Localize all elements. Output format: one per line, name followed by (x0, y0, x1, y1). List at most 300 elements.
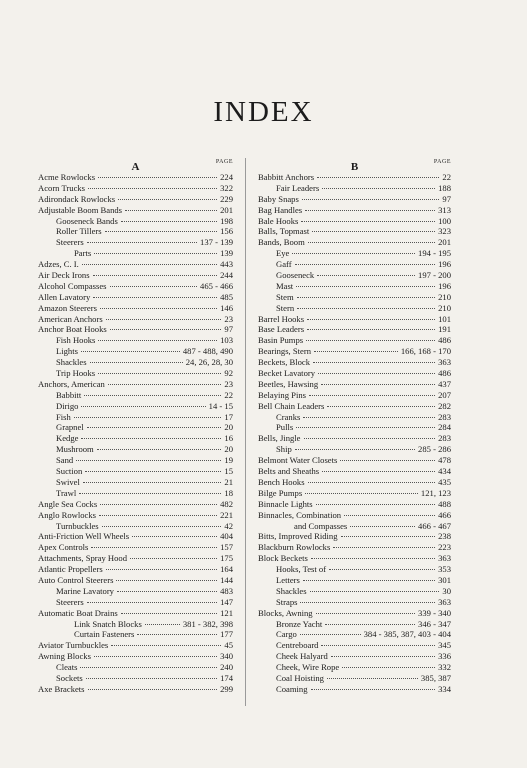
dot-leader (98, 177, 217, 178)
dot-leader (93, 297, 217, 298)
entry-page: 240 (220, 662, 233, 673)
entry-name: Blackburn Rowlocks (258, 542, 331, 553)
index-entry (38, 226, 233, 237)
dot-leader (98, 373, 221, 374)
entry-page: 385, 387 (420, 672, 451, 683)
dot-leader (295, 449, 415, 450)
entry-page: 14 - 15 (208, 400, 233, 411)
index-entry (38, 575, 233, 586)
dot-leader (97, 449, 222, 450)
entry-page: 486 (438, 335, 451, 346)
entry-name: Roller Tillers (56, 226, 102, 237)
dot-leader (307, 329, 435, 330)
dot-leader (313, 362, 435, 363)
entry-name: and Compasses (294, 520, 348, 531)
entry-page: 20 (224, 444, 233, 455)
index-entry (38, 499, 233, 510)
entry-name: Belts and Sheaths (258, 466, 320, 477)
entry-page: 198 (220, 215, 233, 226)
entry-page: 434 (438, 466, 451, 477)
index-entry (38, 477, 233, 488)
entry-page: 100 (438, 215, 451, 226)
dot-leader (304, 438, 436, 439)
index-entry (258, 412, 451, 423)
index-entry (38, 292, 233, 303)
entry-page: 381 - 382, 398 (182, 618, 233, 629)
entry-name: Gooseneck (276, 270, 315, 281)
index-entry (258, 531, 451, 542)
entry-name: Stem (276, 291, 294, 302)
entry-name: Sockets (56, 672, 83, 683)
entry-page: 174 (220, 672, 233, 683)
dot-leader (296, 286, 435, 287)
index-entry (38, 259, 233, 270)
entry-name: Adzes, C. I. (38, 259, 79, 270)
entry-page: 97 (224, 324, 233, 335)
index-entry (38, 488, 233, 499)
index-entry (258, 597, 451, 608)
index-entry (258, 237, 451, 248)
entry-name: Suction (56, 466, 83, 477)
index-entry (38, 510, 233, 521)
entry-page: 18 (224, 487, 233, 498)
dot-leader (82, 264, 217, 265)
dot-leader (90, 362, 183, 363)
entry-page: 196 (438, 259, 451, 270)
entry-name: Babbitt Anchors (258, 172, 315, 182)
index-entry (38, 237, 233, 248)
entry-name: Bronze Yacht (276, 618, 323, 629)
section-header-a (38, 158, 233, 172)
entry-page: 345 (438, 640, 451, 651)
index-entry (258, 281, 451, 292)
index-entry (38, 368, 233, 379)
entry-name: Curtain Fasteners (74, 629, 135, 640)
entry-name: Allen Lavatory (38, 291, 91, 302)
entry-name: American Anchors (38, 313, 103, 324)
dot-leader (333, 547, 435, 548)
index-entry (258, 564, 451, 575)
index-entry (38, 216, 233, 227)
index-entry (38, 324, 233, 335)
entry-name: Fish Hooks (56, 335, 96, 346)
entry-name: Adjustable Boom Bands (38, 204, 123, 215)
entry-page: 164 (220, 564, 233, 575)
section-header-b (258, 158, 451, 172)
entry-page: 19 (224, 455, 233, 466)
entry-name: Steerers (56, 237, 84, 248)
entry-name: Automatic Boat Drains (38, 607, 118, 618)
entry-name: Bilge Pumps (258, 487, 303, 498)
entry-page: 323 (438, 226, 451, 237)
entry-name: Pulls (276, 422, 294, 433)
index-entry (38, 270, 233, 281)
dot-leader (305, 210, 435, 211)
entry-page: 353 (438, 564, 451, 575)
dot-leader (125, 210, 217, 211)
entry-name: Awning Blocks (38, 651, 91, 662)
entry-name: Stern (276, 302, 295, 313)
entry-name: Hooks, Test of (276, 564, 327, 575)
entry-name: Coal Hoisting (276, 672, 324, 683)
entry-name: Belmont Water Closets (258, 455, 338, 466)
entry-page: 175 (220, 553, 233, 564)
dot-leader (87, 242, 197, 243)
index-entry (258, 303, 451, 314)
entry-page: 157 (220, 542, 233, 553)
entry-name: Bag Handles (258, 204, 303, 215)
page-column-label: PAGE (215, 159, 233, 165)
entry-name: Fish (56, 411, 71, 422)
entry-page: 30 (442, 585, 451, 596)
entry-name: Bands, Boom (258, 237, 305, 248)
index-entry (38, 542, 233, 553)
entry-name: Babbitt (56, 389, 82, 400)
entry-page: 188 (438, 182, 451, 193)
dot-leader (100, 308, 217, 309)
index-entry (38, 673, 233, 684)
dot-leader (111, 645, 221, 646)
index-entry (38, 640, 233, 651)
dot-leader (331, 656, 435, 657)
entry-name: Attachments, Spray Hood (38, 553, 128, 564)
entry-page: 483 (220, 585, 233, 596)
index-entry (258, 673, 451, 684)
dot-leader (99, 515, 217, 516)
entry-page: 201 (220, 204, 233, 215)
entry-page: 466 (438, 509, 451, 520)
entry-name: Gooseneck Bands (56, 215, 118, 226)
entry-page: 196 (438, 280, 451, 291)
index-entry (258, 422, 451, 433)
entry-name: Mast (276, 280, 294, 291)
entry-name: Fair Leaders (276, 182, 320, 193)
entry-page: 285 - 286 (418, 444, 451, 455)
entry-name: Belaying Pins (258, 389, 306, 400)
index-entry (38, 684, 233, 695)
index-entry (38, 444, 233, 455)
dot-leader (117, 591, 217, 592)
dot-leader (308, 242, 435, 243)
entry-page: 282 (438, 400, 451, 411)
entry-name: Coaming (276, 683, 308, 694)
dot-leader (300, 634, 361, 635)
entry-page: 146 (220, 302, 233, 313)
entry-page: 485 (220, 291, 233, 302)
entry-name: Base Leaders (258, 324, 305, 335)
entry-page: 137 - 139 (200, 237, 233, 248)
entry-page: 147 (220, 596, 233, 607)
entry-name: Beetles, Hawsing (258, 378, 319, 389)
entry-page: 23 (224, 313, 233, 324)
entry-page: 22 (442, 172, 451, 182)
index-entry (258, 368, 451, 379)
index-entry (38, 314, 233, 325)
index-entry (258, 324, 451, 335)
entry-name: Turnbuckles (56, 520, 99, 531)
entry-name: Straps (276, 596, 298, 607)
index-entry (38, 346, 233, 357)
entry-page: 139 (220, 248, 233, 259)
entry-name: Bale Hooks (258, 215, 299, 226)
entry-page: 284 (438, 422, 451, 433)
index-entry (38, 651, 233, 662)
entry-page: 487 - 488, 490 (182, 346, 233, 357)
dot-leader (105, 231, 218, 232)
entry-page: 435 (438, 476, 451, 487)
entry-name: Anti-Friction Well Wheels (38, 531, 130, 542)
dot-leader (116, 580, 217, 581)
index-entry (258, 619, 451, 630)
dot-leader (317, 275, 415, 276)
entry-page: 443 (220, 259, 233, 270)
dot-leader (316, 613, 415, 614)
entry-name: Block Beckets (258, 553, 308, 564)
index-entry (258, 379, 451, 390)
dot-leader (310, 591, 440, 592)
index-entry (258, 553, 451, 564)
entry-name: Axe Brackets (38, 683, 85, 694)
entry-name: Shackles (276, 585, 307, 596)
dot-leader (306, 340, 435, 341)
dot-leader (108, 384, 222, 385)
index-entry (258, 662, 451, 673)
entry-name: Anglo Rowlocks (38, 509, 97, 520)
index-entry (38, 531, 233, 542)
entry-name: Acme Rowlocks (38, 172, 96, 182)
entry-page: 101 (438, 313, 451, 324)
entry-name: Adirondack Rowlocks (38, 193, 116, 204)
index-entry (258, 488, 451, 499)
index-entry (258, 466, 451, 477)
index-entry (38, 335, 233, 346)
dot-leader (322, 188, 435, 189)
entry-name: Cheek, Wire Rope (276, 662, 340, 673)
dot-leader (98, 340, 217, 341)
dot-leader (316, 504, 435, 505)
dot-leader (303, 580, 435, 581)
entry-page: 332 (438, 662, 451, 673)
entry-name: Balls, Topmast (258, 226, 310, 237)
index-entry (38, 608, 233, 619)
dot-leader (311, 689, 436, 690)
index-entry (38, 521, 233, 532)
dot-leader (88, 188, 217, 189)
entry-name: Steerers (56, 596, 84, 607)
dot-leader (81, 438, 221, 439)
dot-leader (308, 482, 436, 483)
entry-name: Trawl (56, 487, 77, 498)
entry-page: 210 (438, 302, 451, 313)
entry-name: Anchors, American (38, 378, 105, 389)
index-entry (258, 390, 451, 401)
entry-name: Trip Hooks (56, 368, 96, 379)
entry-page: 229 (220, 193, 233, 204)
dot-leader (85, 471, 221, 472)
dot-leader (325, 624, 415, 625)
dot-leader (91, 547, 217, 548)
entry-page: 191 (438, 324, 451, 335)
entry-page: 466 - 467 (418, 520, 451, 531)
entry-name: Lights (56, 346, 78, 357)
entry-name: Grapnel (56, 422, 84, 433)
index-entry (258, 684, 451, 695)
entry-name: Shackles (56, 357, 87, 368)
entry-page: 166, 168 - 170 (400, 346, 451, 357)
entry-page: 144 (220, 574, 233, 585)
index-entry (258, 575, 451, 586)
dot-leader (344, 515, 435, 516)
index-entry (38, 172, 233, 183)
entry-name: Link Snatch Blocks (74, 618, 142, 629)
index-entry (38, 412, 233, 423)
entry-page: 121, 123 (420, 487, 451, 498)
section-letter: B (350, 161, 359, 173)
index-entry (38, 586, 233, 597)
entry-name: Angle Sea Cocks (38, 498, 98, 509)
entry-page: 194 - 195 (418, 248, 451, 259)
entry-page: 224 (220, 172, 233, 182)
entry-page: 103 (220, 335, 233, 346)
entry-page: 221 (220, 509, 233, 520)
dot-leader (292, 253, 415, 254)
entry-name: Swivel (56, 476, 80, 487)
entry-page: 156 (220, 226, 233, 237)
entry-name: Cranks (276, 411, 301, 422)
dot-leader (300, 602, 435, 603)
dot-leader (314, 351, 398, 352)
index-column-a (38, 158, 233, 695)
entry-page: 340 (220, 651, 233, 662)
dot-leader (83, 482, 222, 483)
index-entry (38, 281, 233, 292)
index-entry (258, 444, 451, 455)
entry-name: Apex Controls (38, 542, 89, 553)
page-title: INDEX (213, 96, 314, 128)
index-entry (38, 183, 233, 194)
entry-name: Atlantic Propellers (38, 564, 103, 575)
column-divider (245, 158, 246, 706)
entry-page: 210 (438, 291, 451, 302)
dot-leader (321, 384, 435, 385)
dot-leader (296, 427, 435, 428)
entry-name: Bearings, Stern (258, 346, 311, 357)
entry-page: 121 (220, 607, 233, 618)
dot-leader (145, 624, 180, 625)
entry-name: Air Deck Irons (38, 270, 90, 281)
dot-leader (76, 460, 221, 461)
entry-page: 363 (438, 357, 451, 368)
dot-leader (321, 645, 435, 646)
index-entry (258, 205, 451, 216)
index-entry (258, 510, 451, 521)
index-entry (258, 194, 451, 205)
index-entry (258, 640, 451, 651)
entry-page: 465 - 466 (200, 280, 233, 291)
entry-name: Beckets, Block (258, 357, 311, 368)
dot-leader (295, 264, 436, 265)
entry-name: Alcohol Compasses (38, 280, 107, 291)
dot-leader (312, 231, 435, 232)
entry-page: 197 - 200 (418, 270, 451, 281)
dot-leader (303, 417, 435, 418)
dot-leader (318, 373, 435, 374)
index-entry (38, 629, 233, 640)
entry-page: 339 - 340 (418, 607, 451, 618)
dot-leader (87, 602, 217, 603)
index-entry (258, 314, 451, 325)
entry-page: 21 (224, 476, 233, 487)
index-entry (258, 455, 451, 466)
entry-name: Bell Chain Leaders (258, 400, 325, 411)
entry-page: 482 (220, 498, 233, 509)
index-entry (258, 226, 451, 237)
dot-leader (322, 471, 435, 472)
index-entry (38, 357, 233, 368)
dot-leader (309, 395, 435, 396)
entry-page: 334 (438, 683, 451, 694)
index-entry (38, 401, 233, 412)
index-entry (258, 629, 451, 640)
index-entry (38, 303, 233, 314)
index-entry (258, 357, 451, 368)
index-entry (258, 259, 451, 270)
dot-leader (341, 536, 436, 537)
index-entry (258, 542, 451, 553)
index-entry (38, 455, 233, 466)
dot-leader (94, 253, 217, 254)
entry-page: 207 (438, 389, 451, 400)
entry-name: Binnacles, Combination (258, 509, 342, 520)
entry-page: 16 (224, 433, 233, 444)
index-entry (38, 553, 233, 564)
index-entry (38, 433, 233, 444)
entry-name: Sand (56, 455, 74, 466)
dot-leader (84, 395, 221, 396)
entry-page: 15 (224, 466, 233, 477)
dot-leader (307, 319, 435, 320)
dot-leader (102, 526, 222, 527)
entry-name: Centreboard (276, 640, 319, 651)
dot-leader (81, 406, 205, 407)
index-entry (258, 183, 451, 194)
dot-leader (88, 689, 218, 690)
index-entry (38, 597, 233, 608)
entry-page: 363 (438, 596, 451, 607)
dot-leader (327, 406, 435, 407)
entry-name: Marine Lavatory (56, 585, 114, 596)
entry-name: Bench Hooks (258, 476, 305, 487)
entry-page: 20 (224, 422, 233, 433)
entry-page: 17 (224, 411, 233, 422)
dot-leader (327, 678, 418, 679)
index-entry (38, 466, 233, 477)
dot-leader (132, 536, 217, 537)
dot-leader (86, 678, 217, 679)
dot-leader (302, 199, 440, 200)
entry-name: Mushroom (56, 444, 94, 455)
entry-name: Becket Lavatory (258, 368, 316, 379)
index-column-b (258, 158, 451, 695)
entry-name: Kedge (56, 433, 79, 444)
dot-leader (121, 613, 217, 614)
entry-page: 299 (220, 683, 233, 694)
entry-page: 244 (220, 270, 233, 281)
index-entry (258, 651, 451, 662)
dot-leader (118, 199, 217, 200)
entry-page: 437 (438, 378, 451, 389)
index-entry (38, 194, 233, 205)
